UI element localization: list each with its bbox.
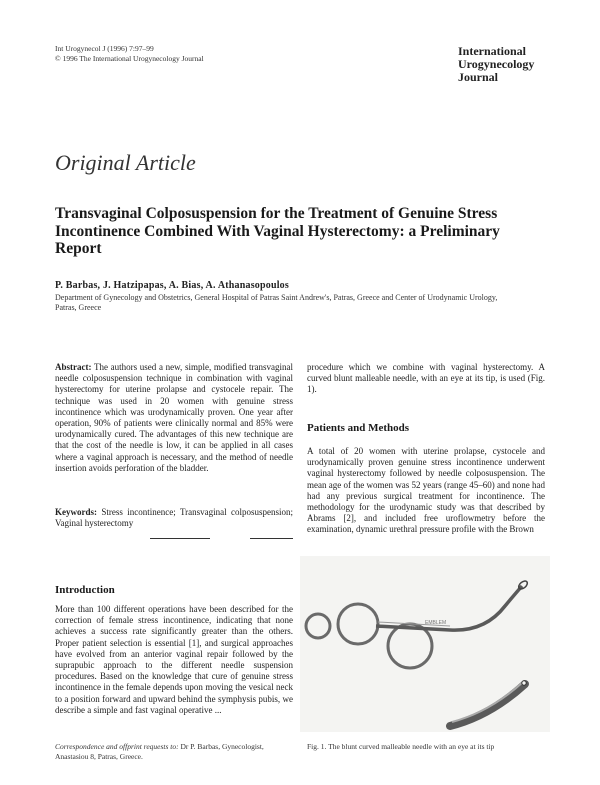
needle-loop-lower <box>388 624 432 668</box>
figure-1 <box>300 556 550 732</box>
affiliation-line-1: Department of Gynecology and Obstetrics, General Hospital of Patras Saint Andrew's, Patras, Greece and Center of Urodynamic Urology, <box>55 293 498 302</box>
introduction-continued: procedure which we combine with vaginal hysterectomy. A curved blunt malleable needle, with an eye at its tip, is used (Fig. 1). <box>307 362 545 395</box>
keywords-label: Keywords: <box>55 507 97 517</box>
needle-loop-small <box>306 614 330 638</box>
article-title <box>55 205 555 258</box>
journal-name <box>458 45 534 84</box>
footnote-text: Dr P. Barbas, Gynecologist, Anastasiou 8, Patras, Greece. <box>55 742 264 761</box>
separator-rule-left <box>150 538 210 539</box>
journal-name-line-3: Journal <box>458 70 499 84</box>
needle-detail-highlight <box>452 682 523 722</box>
journal-name-line-2: Urogynecology <box>458 57 535 71</box>
needle-loop-large <box>338 604 378 644</box>
title-line-1: Transvaginal Colposuspension for the Treatment of Genuine Stress <box>55 205 498 222</box>
footnote-label: Correspondence and offprint requests to: <box>55 742 179 751</box>
abstract-label: Abstract: <box>55 362 92 372</box>
figure-caption: Fig. 1. The blunt curved malleable needle with an eye at its tip <box>307 742 495 751</box>
methods-text: A total of 20 women with uterine prolapse, cystocele and urodynamically proven genuine stress incontinence underwent vaginal hysterectomy followed by needle colposuspension. The mean age of the women was 52 years (range 45–60) and none had had any previous surgical treatment for incontinence. The methodology for the urodynamic study was that described by Abrams [2], and included free uroflowmetry before the examination, dynamic urethral pressure profile with the Brown <box>307 446 545 535</box>
abstract <box>55 362 293 474</box>
title-line-2: Incontinence Combined With Vaginal Hysterectomy: a Preliminary <box>55 222 500 240</box>
methods-heading: Patients and Methods <box>307 422 410 434</box>
correspondence-footnote <box>55 742 293 762</box>
section-label: Original Article <box>55 150 196 175</box>
keywords-text: Stress incontinence; Transvaginal colposuspension; Vaginal hysterectomy <box>55 507 294 529</box>
citation-line-2: © 1996 The International Urogynecology Journal <box>55 54 204 63</box>
needle-engraving: EMBLEM <box>425 620 447 626</box>
title-line-3: Report <box>55 240 102 257</box>
separator-rule-right <box>250 538 293 539</box>
introduction-heading: Introduction <box>55 584 115 596</box>
abstract-text: The authors used a new, simple, modified transvaginal needle colposuspension technique in combination with vaginal hysterectomy for uterine prolapse and cystocele repair. The technique was used in 20 women with genuine stress incontinence which was urodynamically proven. One year after operation, 90% of patients were clinically normal and 85% were urodynamically cured. The advantages of this new technique are that the cost of the needle is low, it can be applied in all cases where a vaginal approach is necessary, and the method of needle insertion avoids perforation of the bladder. <box>55 362 293 473</box>
affiliation-line-2: Patras, Greece <box>55 303 102 312</box>
needle-illustration <box>300 556 550 732</box>
journal-name-line-1: International <box>458 44 527 58</box>
needle-detail-eye <box>522 681 526 685</box>
introduction-text: More than 100 different operations have been described for the correction of female stress incontinence, indicating that none achieves a success rate significantly greater than the others. Proper patient selection is essential [1], and surgical approaches have evolved from an anterior vaginal repair followed by the suprapubic approach to the different needle suspension procedures. Based on the knowledge that cure of genuine stress incontinence in the female depends upon moving the vesical neck to a position forward and upward behind the symphysis pubis, we describe a simple and fast vaginal operative ... <box>55 604 293 715</box>
keywords <box>55 507 293 529</box>
citation-line-1: Int Urogynecol J (1996) 7:97–99 <box>55 44 154 53</box>
needle-eye <box>517 579 529 590</box>
authors: P. Barbas, J. Hatzipapas, A. Bias, A. Athanasopoulos <box>55 280 289 291</box>
